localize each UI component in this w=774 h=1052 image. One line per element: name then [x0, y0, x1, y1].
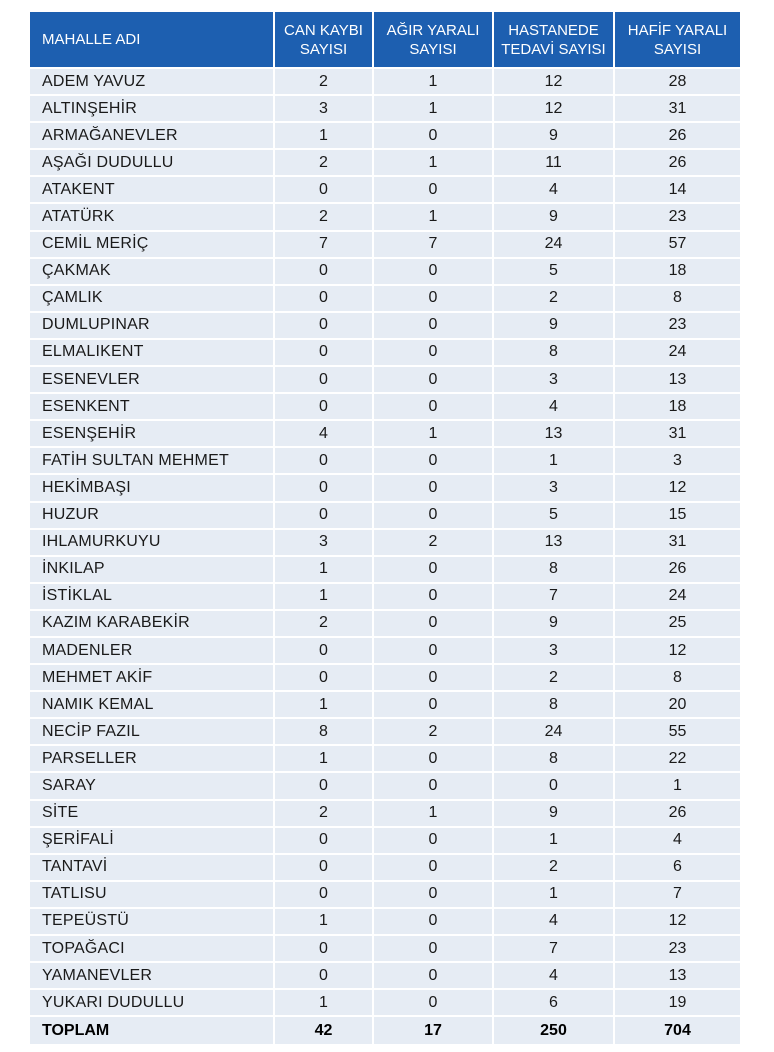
- casualty-table: [30, 12, 740, 1044]
- cell-deaths: 0: [274, 176, 373, 203]
- cell-deaths: 3: [274, 95, 373, 122]
- cell-severely-injured: 0: [373, 745, 493, 772]
- table-row: [30, 231, 740, 258]
- cell-lightly-injured: 14: [614, 176, 740, 203]
- cell-neighborhood-name: HUZUR: [30, 502, 274, 529]
- cell-neighborhood-name: MADENLER: [30, 637, 274, 664]
- table-row: [30, 502, 740, 529]
- cell-neighborhood-name: ATAKENT: [30, 176, 274, 203]
- cell-deaths: 7: [274, 231, 373, 258]
- cell-severely-injured: 1: [373, 203, 493, 230]
- cell-hospital-treatment: 2: [493, 285, 614, 312]
- cell-lightly-injured: 26: [614, 800, 740, 827]
- cell-neighborhood-name: ÇAKMAK: [30, 258, 274, 285]
- cell-hospital-treatment: 4: [493, 962, 614, 989]
- table-row: [30, 881, 740, 908]
- table-row: [30, 447, 740, 474]
- cell-lightly-injured: 31: [614, 420, 740, 447]
- cell-hospital-treatment: 12: [493, 68, 614, 95]
- cell-hospital-treatment: 7: [493, 935, 614, 962]
- cell-lightly-injured: 26: [614, 556, 740, 583]
- cell-severely-injured: 0: [373, 935, 493, 962]
- table-row: [30, 285, 740, 312]
- cell-lightly-injured: 22: [614, 745, 740, 772]
- cell-deaths: 0: [274, 312, 373, 339]
- cell-lightly-injured: 26: [614, 149, 740, 176]
- cell-deaths: 0: [274, 935, 373, 962]
- cell-deaths: 0: [274, 447, 373, 474]
- cell-neighborhood-name: ESENŞEHİR: [30, 420, 274, 447]
- cell-hospital-treatment: 9: [493, 610, 614, 637]
- table-row: [30, 583, 740, 610]
- header-row: [30, 12, 740, 68]
- table-row: [30, 203, 740, 230]
- cell-neighborhood-name: ÇAMLIK: [30, 285, 274, 312]
- cell-severely-injured: 0: [373, 258, 493, 285]
- cell-hospital-treatment: 9: [493, 122, 614, 149]
- table-row: [30, 610, 740, 637]
- table-row: [30, 68, 740, 95]
- cell-neighborhood-name: ATATÜRK: [30, 203, 274, 230]
- cell-hospital-treatment: 8: [493, 556, 614, 583]
- cell-lightly-injured: 12: [614, 637, 740, 664]
- cell-severely-injured: 0: [373, 556, 493, 583]
- cell-deaths: 0: [274, 474, 373, 501]
- table-row: [30, 529, 740, 556]
- cell-lightly-injured: 6: [614, 854, 740, 881]
- cell-lightly-injured: 12: [614, 474, 740, 501]
- header-text-line: HASTANEDE: [508, 21, 599, 39]
- cell-deaths: 0: [274, 962, 373, 989]
- cell-lightly-injured: 23: [614, 203, 740, 230]
- cell-severely-injured: 0: [373, 664, 493, 691]
- cell-neighborhood-name: TOPAĞACI: [30, 935, 274, 962]
- column-header-neighborhood: [30, 12, 274, 68]
- cell-lightly-injured: 13: [614, 366, 740, 393]
- header-text-line: MAHALLE ADI: [42, 31, 141, 48]
- cell-severely-injured: 0: [373, 989, 493, 1016]
- cell-neighborhood-name: NAMIK KEMAL: [30, 691, 274, 718]
- cell-lightly-injured: 18: [614, 393, 740, 420]
- cell-hospital-treatment: 1: [493, 447, 614, 474]
- cell-lightly-injured: 31: [614, 529, 740, 556]
- cell-hospital-treatment: 2: [493, 854, 614, 881]
- cell-neighborhood-name: NECİP FAZIL: [30, 718, 274, 745]
- table-row: [30, 556, 740, 583]
- cell-neighborhood-name: MEHMET AKİF: [30, 664, 274, 691]
- cell-deaths: 3: [274, 529, 373, 556]
- cell-lightly-injured: 55: [614, 718, 740, 745]
- table-row: [30, 664, 740, 691]
- cell-deaths: 1: [274, 989, 373, 1016]
- cell-deaths: 1: [274, 122, 373, 149]
- table-row: [30, 366, 740, 393]
- cell-deaths: 4: [274, 420, 373, 447]
- cell-severely-injured: 1: [373, 149, 493, 176]
- cell-deaths: 2: [274, 149, 373, 176]
- table-row: [30, 420, 740, 447]
- cell-lightly-injured: 1: [614, 772, 740, 799]
- table-row: [30, 854, 740, 881]
- cell-neighborhood-name: PARSELLER: [30, 745, 274, 772]
- cell-neighborhood-name: HEKİMBAŞI: [30, 474, 274, 501]
- cell-lightly-injured: 23: [614, 312, 740, 339]
- cell-severely-injured: 7: [373, 231, 493, 258]
- cell-severely-injured: 0: [373, 772, 493, 799]
- table-row: [30, 393, 740, 420]
- cell-deaths: 0: [274, 637, 373, 664]
- cell-lightly-injured: 23: [614, 935, 740, 962]
- cell-neighborhood-name: TATLISU: [30, 881, 274, 908]
- cell-lightly-injured: 24: [614, 583, 740, 610]
- cell-severely-injured: 2: [373, 529, 493, 556]
- cell-severely-injured: 0: [373, 366, 493, 393]
- cell-hospital-treatment: 13: [493, 420, 614, 447]
- table-row: [30, 989, 740, 1016]
- cell-lightly-injured: 28: [614, 68, 740, 95]
- cell-hospital-treatment: 3: [493, 637, 614, 664]
- cell-neighborhood-name: İNKILAP: [30, 556, 274, 583]
- cell-deaths: 2: [274, 800, 373, 827]
- cell-severely-injured: 2: [373, 718, 493, 745]
- cell-hospital-treatment: 8: [493, 691, 614, 718]
- cell-deaths: 1: [274, 556, 373, 583]
- cell-hospital-treatment: 7: [493, 583, 614, 610]
- cell-severely-injured: 0: [373, 610, 493, 637]
- header-text-line: SAYISI: [299, 40, 348, 58]
- cell-hospital-treatment: 24: [493, 718, 614, 745]
- cell-lightly-injured: 20: [614, 691, 740, 718]
- cell-hospital-treatment: 4: [493, 393, 614, 420]
- cell-deaths: 0: [274, 366, 373, 393]
- cell-deaths: 1: [274, 908, 373, 935]
- total-lightly-injured: 704: [614, 1016, 740, 1044]
- cell-lightly-injured: 8: [614, 664, 740, 691]
- cell-neighborhood-name: IHLAMURKUYU: [30, 529, 274, 556]
- cell-deaths: 1: [274, 745, 373, 772]
- cell-severely-injured: 0: [373, 122, 493, 149]
- table-body: [30, 68, 740, 1016]
- cell-severely-injured: 0: [373, 583, 493, 610]
- cell-lightly-injured: 7: [614, 881, 740, 908]
- cell-deaths: 0: [274, 854, 373, 881]
- cell-severely-injured: 0: [373, 339, 493, 366]
- cell-lightly-injured: 31: [614, 95, 740, 122]
- table-row: [30, 772, 740, 799]
- cell-hospital-treatment: 8: [493, 339, 614, 366]
- header-text-line: TEDAVİ SAYISI: [501, 40, 606, 58]
- table-header: [30, 12, 740, 68]
- cell-deaths: 0: [274, 502, 373, 529]
- cell-deaths: 1: [274, 691, 373, 718]
- cell-hospital-treatment: 0: [493, 772, 614, 799]
- cell-hospital-treatment: 9: [493, 203, 614, 230]
- cell-neighborhood-name: ESENEVLER: [30, 366, 274, 393]
- cell-deaths: 0: [274, 827, 373, 854]
- cell-neighborhood-name: ELMALIKENT: [30, 339, 274, 366]
- cell-lightly-injured: 19: [614, 989, 740, 1016]
- cell-lightly-injured: 3: [614, 447, 740, 474]
- cell-severely-injured: 0: [373, 312, 493, 339]
- cell-severely-injured: 0: [373, 908, 493, 935]
- table-row: [30, 176, 740, 203]
- cell-neighborhood-name: FATİH SULTAN MEHMET: [30, 447, 274, 474]
- cell-neighborhood-name: YAMANEVLER: [30, 962, 274, 989]
- cell-severely-injured: 1: [373, 420, 493, 447]
- cell-neighborhood-name: CEMİL MERİÇ: [30, 231, 274, 258]
- table-row: [30, 339, 740, 366]
- total-label: TOPLAM: [30, 1016, 274, 1044]
- cell-hospital-treatment: 1: [493, 827, 614, 854]
- cell-lightly-injured: 18: [614, 258, 740, 285]
- column-header-hospital-treatment: [493, 12, 614, 68]
- cell-hospital-treatment: 1: [493, 881, 614, 908]
- cell-hospital-treatment: 9: [493, 800, 614, 827]
- table-row: [30, 474, 740, 501]
- cell-lightly-injured: 25: [614, 610, 740, 637]
- cell-lightly-injured: 57: [614, 231, 740, 258]
- cell-deaths: 0: [274, 881, 373, 908]
- table-footer: [30, 1016, 740, 1044]
- cell-lightly-injured: 12: [614, 908, 740, 935]
- cell-hospital-treatment: 11: [493, 149, 614, 176]
- cell-neighborhood-name: İSTİKLAL: [30, 583, 274, 610]
- cell-hospital-treatment: 4: [493, 176, 614, 203]
- cell-hospital-treatment: 4: [493, 908, 614, 935]
- table-row: [30, 122, 740, 149]
- cell-severely-injured: 0: [373, 827, 493, 854]
- header-text-line: CAN KAYBI: [284, 21, 363, 39]
- cell-neighborhood-name: ARMAĞANEVLER: [30, 122, 274, 149]
- cell-deaths: 2: [274, 610, 373, 637]
- cell-lightly-injured: 13: [614, 962, 740, 989]
- cell-neighborhood-name: ALTINŞEHİR: [30, 95, 274, 122]
- table-row: [30, 95, 740, 122]
- cell-hospital-treatment: 5: [493, 258, 614, 285]
- table-row: [30, 691, 740, 718]
- cell-severely-injured: 0: [373, 854, 493, 881]
- cell-deaths: 0: [274, 339, 373, 366]
- cell-deaths: 1: [274, 583, 373, 610]
- total-severely-injured: 17: [373, 1016, 493, 1044]
- cell-hospital-treatment: 3: [493, 474, 614, 501]
- cell-lightly-injured: 15: [614, 502, 740, 529]
- cell-severely-injured: 0: [373, 474, 493, 501]
- cell-neighborhood-name: KAZIM KARABEKİR: [30, 610, 274, 637]
- cell-neighborhood-name: ŞERİFALİ: [30, 827, 274, 854]
- cell-hospital-treatment: 12: [493, 95, 614, 122]
- cell-hospital-treatment: 13: [493, 529, 614, 556]
- cell-deaths: 0: [274, 772, 373, 799]
- cell-neighborhood-name: TEPEÜSTÜ: [30, 908, 274, 935]
- total-deaths: 42: [274, 1016, 373, 1044]
- cell-neighborhood-name: AŞAĞI DUDULLU: [30, 149, 274, 176]
- cell-severely-injured: 0: [373, 176, 493, 203]
- cell-lightly-injured: 24: [614, 339, 740, 366]
- cell-lightly-injured: 26: [614, 122, 740, 149]
- cell-hospital-treatment: 24: [493, 231, 614, 258]
- column-header-severely-injured: [373, 12, 493, 68]
- cell-severely-injured: 0: [373, 637, 493, 664]
- table-row: [30, 718, 740, 745]
- cell-neighborhood-name: DUMLUPINAR: [30, 312, 274, 339]
- cell-neighborhood-name: YUKARI DUDULLU: [30, 989, 274, 1016]
- cell-deaths: 0: [274, 393, 373, 420]
- cell-lightly-injured: 4: [614, 827, 740, 854]
- cell-severely-injured: 0: [373, 502, 493, 529]
- header-text-line: SAYISI: [409, 40, 457, 58]
- table-row: [30, 908, 740, 935]
- header-text-line: AĞIR YARALI: [386, 21, 480, 39]
- cell-deaths: 2: [274, 203, 373, 230]
- header-text-line: SAYISI: [653, 40, 702, 58]
- table-row: [30, 827, 740, 854]
- cell-deaths: 0: [274, 664, 373, 691]
- cell-deaths: 0: [274, 258, 373, 285]
- table-row: [30, 800, 740, 827]
- cell-severely-injured: 0: [373, 962, 493, 989]
- cell-neighborhood-name: ESENKENT: [30, 393, 274, 420]
- column-header-lightly-injured: [614, 12, 740, 68]
- cell-severely-injured: 1: [373, 68, 493, 95]
- cell-severely-injured: 0: [373, 447, 493, 474]
- cell-lightly-injured: 8: [614, 285, 740, 312]
- cell-deaths: 0: [274, 285, 373, 312]
- cell-deaths: 2: [274, 68, 373, 95]
- table-row: [30, 258, 740, 285]
- cell-neighborhood-name: SİTE: [30, 800, 274, 827]
- cell-severely-injured: 0: [373, 881, 493, 908]
- cell-severely-injured: 0: [373, 285, 493, 312]
- cell-deaths: 8: [274, 718, 373, 745]
- cell-severely-injured: 0: [373, 393, 493, 420]
- cell-severely-injured: 1: [373, 800, 493, 827]
- cell-hospital-treatment: 6: [493, 989, 614, 1016]
- cell-neighborhood-name: TANTAVİ: [30, 854, 274, 881]
- cell-hospital-treatment: 9: [493, 312, 614, 339]
- header-text-line: HAFİF YARALI: [627, 21, 728, 39]
- table-row: [30, 637, 740, 664]
- table-row: [30, 962, 740, 989]
- table-row: [30, 935, 740, 962]
- casualty-table-container: [30, 12, 740, 1044]
- cell-hospital-treatment: 8: [493, 745, 614, 772]
- total-hospital-treatment: 250: [493, 1016, 614, 1044]
- total-row: [30, 1016, 740, 1044]
- table-row: [30, 149, 740, 176]
- table-row: [30, 312, 740, 339]
- cell-neighborhood-name: ADEM YAVUZ: [30, 68, 274, 95]
- cell-severely-injured: 1: [373, 95, 493, 122]
- column-header-deaths: [274, 12, 373, 68]
- cell-severely-injured: 0: [373, 691, 493, 718]
- table-row: [30, 745, 740, 772]
- cell-hospital-treatment: 5: [493, 502, 614, 529]
- cell-hospital-treatment: 3: [493, 366, 614, 393]
- cell-hospital-treatment: 2: [493, 664, 614, 691]
- cell-neighborhood-name: SARAY: [30, 772, 274, 799]
